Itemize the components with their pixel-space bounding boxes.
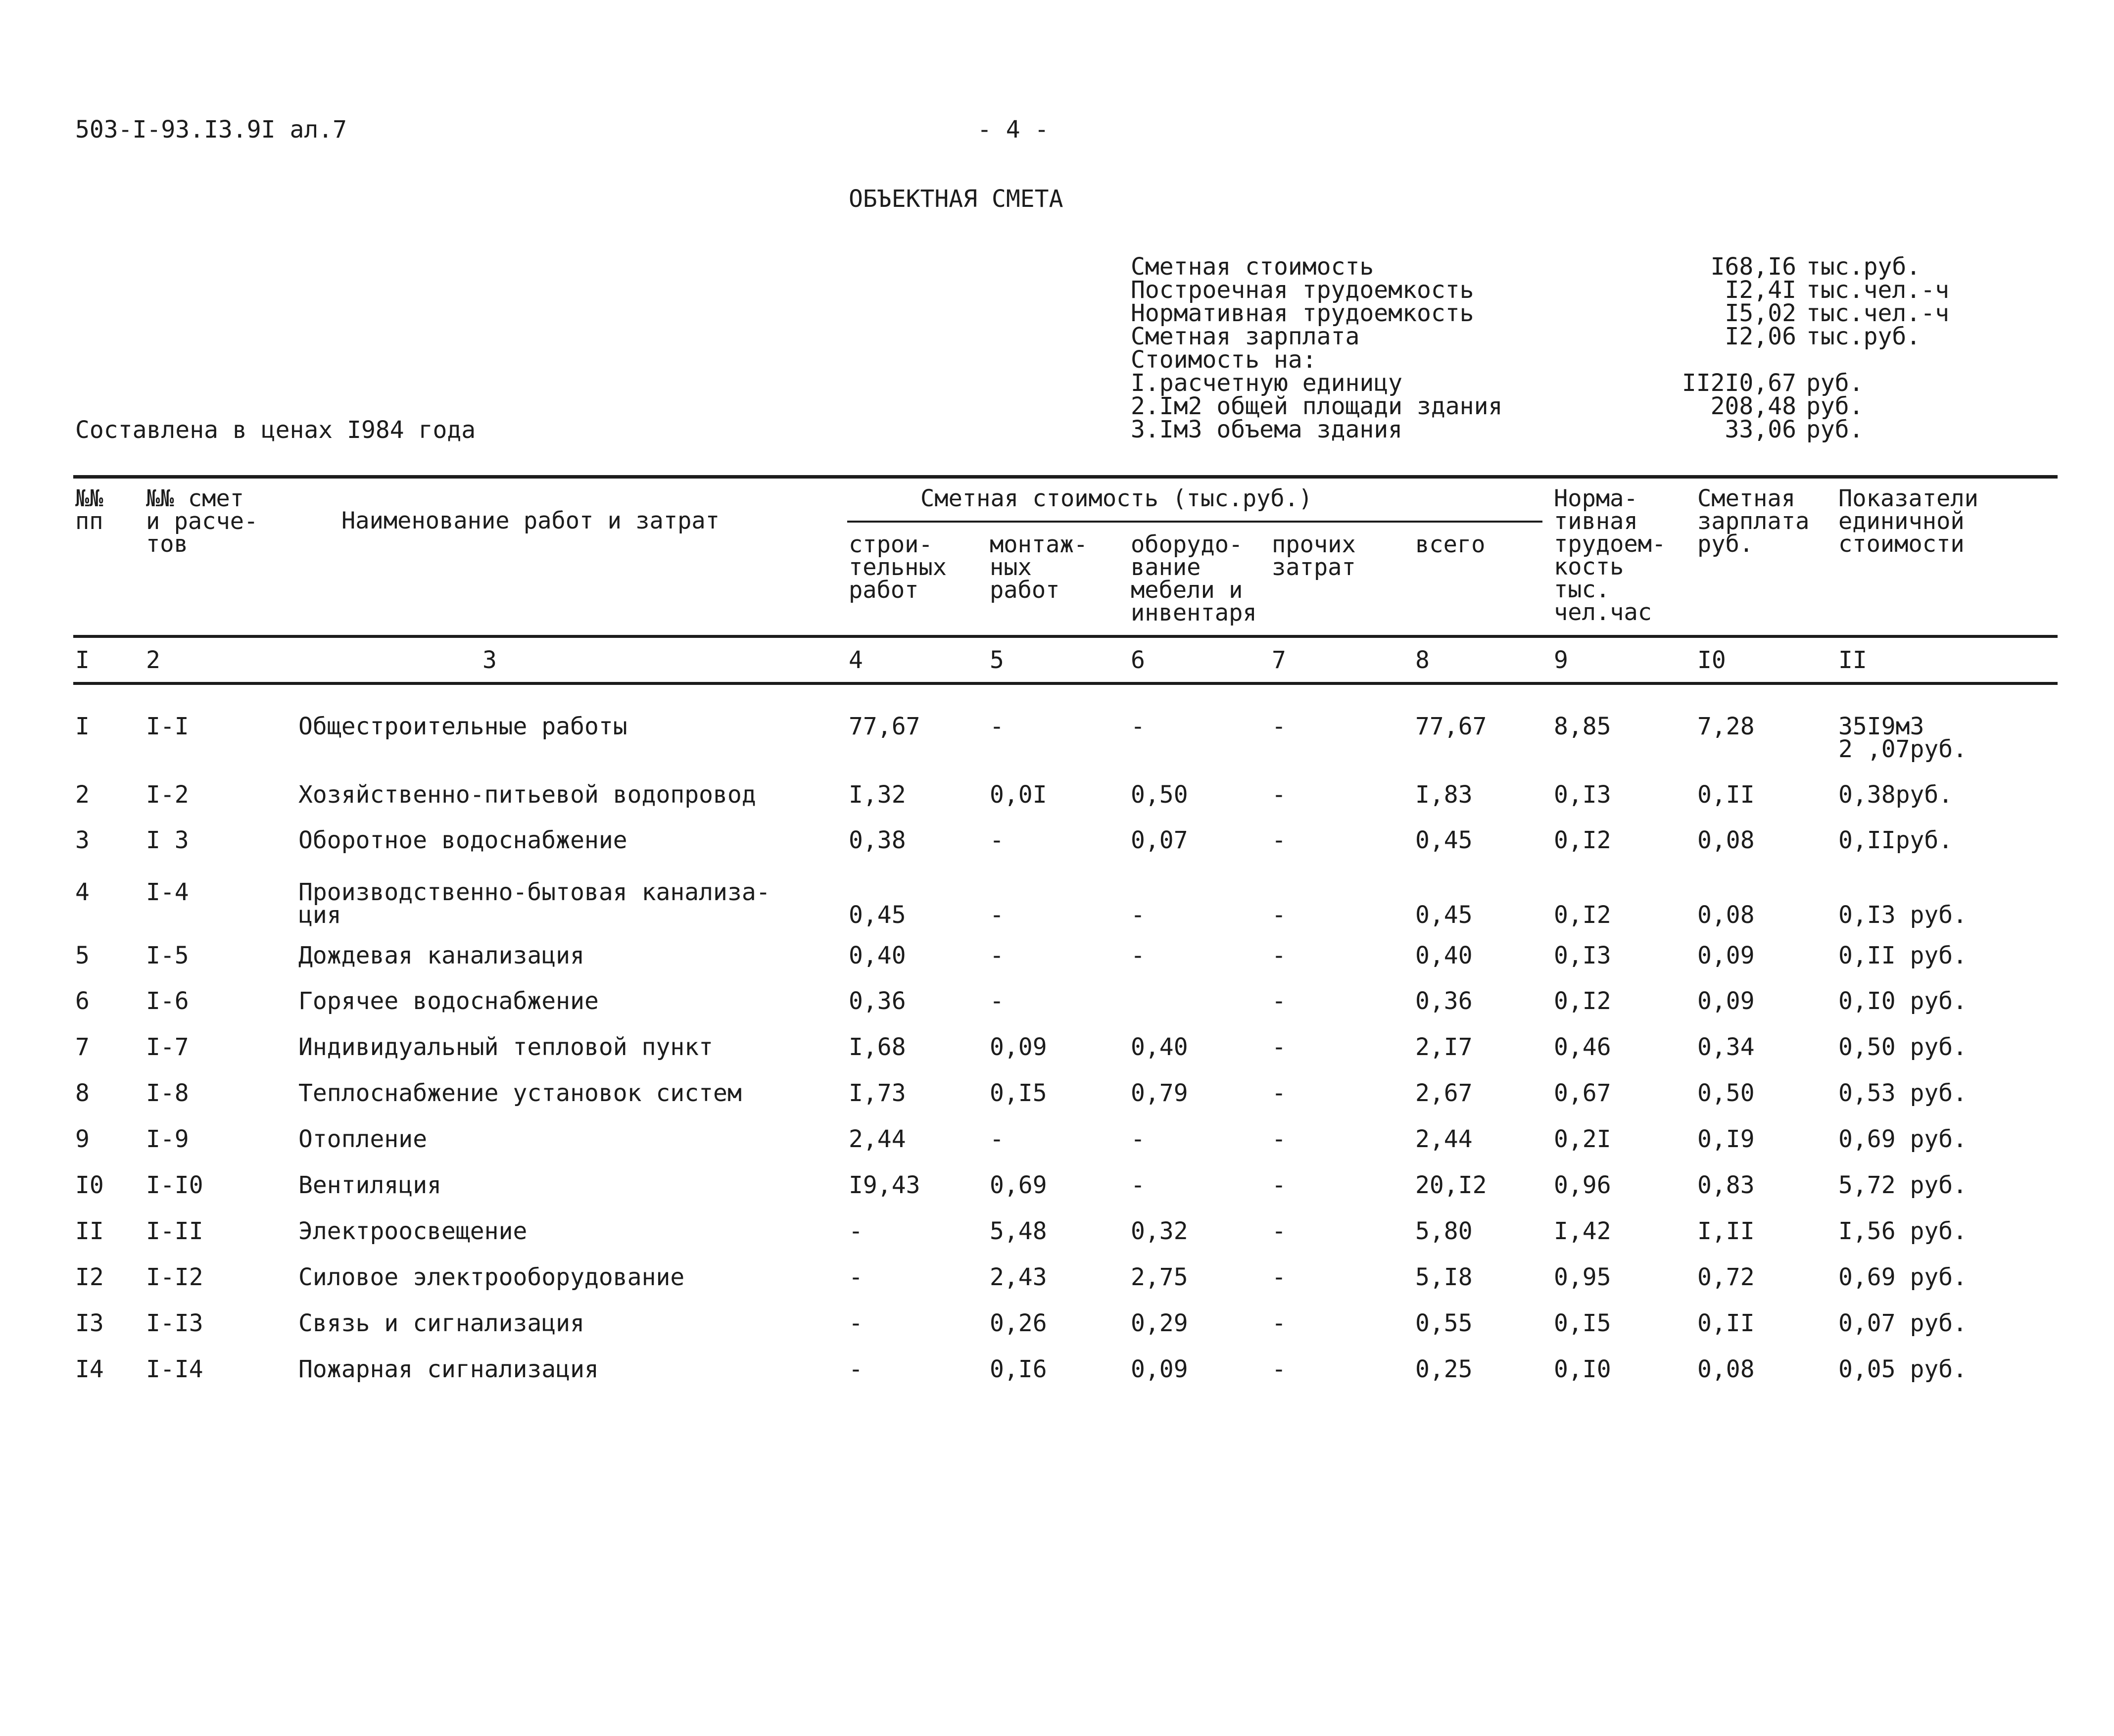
summary-label: 2.Iм2 общей площади здания: [1131, 392, 1503, 420]
estimate-ref: I-II: [146, 1217, 203, 1245]
cost-other: -: [1272, 826, 1286, 854]
column-number: II: [1838, 646, 1867, 674]
summary-label: Сметная стоимость: [1131, 253, 1374, 281]
document-code: 503-I-93.I3.9I ал.7: [75, 116, 347, 144]
cost-construction: 77,67: [849, 713, 920, 740]
labor-norm: I,42: [1554, 1217, 1611, 1245]
labor-norm: 0,95: [1554, 1263, 1611, 1291]
wages: 0,II: [1697, 781, 1755, 809]
work-name: Общестроительные работы: [298, 713, 627, 740]
cost-equipment: 0,79: [1131, 1079, 1188, 1107]
row-number: I4: [75, 1355, 104, 1383]
summary-label: Построечная трудоемкость: [1131, 276, 1474, 304]
summary-value: I2,4I: [1725, 276, 1796, 304]
prices-note: Составлена в ценах I984 года: [75, 416, 476, 444]
cost-other: -: [1272, 1263, 1286, 1291]
cost-construction: I,32: [849, 781, 906, 809]
cost-equipment: 0,50: [1131, 781, 1188, 809]
summary-value: I2,06: [1725, 323, 1796, 350]
column-number: 9: [1554, 646, 1568, 674]
header-col5: монтаж- ных работ: [990, 531, 1088, 604]
estimate-ref: I-2: [146, 781, 189, 809]
estimate-ref: I 3: [146, 826, 189, 854]
row-number: 8: [75, 1079, 90, 1107]
summary-value: 33,06: [1725, 416, 1796, 443]
column-number: 8: [1415, 646, 1430, 674]
cost-total: 5,80: [1415, 1217, 1473, 1245]
wages: 0,34: [1697, 1033, 1755, 1061]
estimate-ref: I-7: [146, 1033, 189, 1061]
labor-norm: 0,I3: [1554, 781, 1611, 809]
column-number: 3: [482, 646, 497, 674]
column-number: 6: [1131, 646, 1145, 674]
work-name: Индивидуальный тепловой пункт: [298, 1033, 714, 1061]
cost-other: -: [1272, 987, 1286, 1015]
cost-installation: -: [990, 901, 1004, 929]
summary-unit: руб.: [1806, 392, 1864, 420]
cost-total: 5,I8: [1415, 1263, 1473, 1291]
wages: 0,09: [1697, 987, 1755, 1015]
labor-norm: 0,I2: [1554, 826, 1611, 854]
cost-construction: I,68: [849, 1033, 906, 1061]
cost-construction: -: [849, 1217, 863, 1245]
unit-cost-indicator: 35I9м3 2 ,07руб.: [1838, 713, 1968, 763]
row-number: 5: [75, 942, 90, 969]
cost-equipment: -: [1131, 1171, 1145, 1199]
labor-norm: 0,96: [1554, 1171, 1611, 1199]
row-number: I: [75, 713, 90, 740]
cost-installation: -: [990, 713, 1004, 740]
cost-total: 77,67: [1415, 713, 1487, 740]
cost-total: 2,44: [1415, 1125, 1473, 1153]
unit-cost-indicator: 0,69 руб.: [1838, 1125, 1968, 1153]
header-bottom-rule: [73, 635, 2058, 638]
cost-installation: 0,69: [990, 1171, 1047, 1199]
unit-cost-indicator: 0,II руб.: [1838, 942, 1968, 969]
wages: I,II: [1697, 1217, 1755, 1245]
work-name: Теплоснабжение установок систем: [298, 1079, 742, 1107]
cost-equipment: 2,75: [1131, 1263, 1188, 1291]
row-number: I3: [75, 1309, 104, 1337]
cost-total: 20,I2: [1415, 1171, 1487, 1199]
estimate-ref: I-I2: [146, 1263, 203, 1291]
page-number: - 4 -: [977, 116, 1049, 144]
cost-total: 0,40: [1415, 942, 1473, 969]
cost-total: 0,45: [1415, 901, 1473, 929]
row-number: 2: [75, 781, 90, 809]
summary-unit: руб.: [1806, 416, 1864, 443]
cost-equipment: 0,40: [1131, 1033, 1188, 1061]
cost-other: -: [1272, 1125, 1286, 1153]
cost-other: -: [1272, 1309, 1286, 1337]
cost-construction: -: [849, 1355, 863, 1383]
cost-installation: 0,26: [990, 1309, 1047, 1337]
cost-equipment: 0,07: [1131, 826, 1188, 854]
unit-cost-indicator: 0,I0 руб.: [1838, 987, 1968, 1015]
estimate-ref: I-9: [146, 1125, 189, 1153]
cost-construction: 0,36: [849, 987, 906, 1015]
cost-total: 2,67: [1415, 1079, 1473, 1107]
cost-total: 0,55: [1415, 1309, 1473, 1337]
summary-value: I5,02: [1725, 299, 1796, 327]
cost-installation: 0,I5: [990, 1079, 1047, 1107]
column-number: I: [75, 646, 90, 674]
cost-construction: -: [849, 1309, 863, 1337]
summary-label: Стоимость на:: [1131, 346, 1317, 374]
cost-other: -: [1272, 1355, 1286, 1383]
work-name: Вентиляция: [298, 1171, 441, 1199]
header-col11: Показатели единичной стоимости: [1838, 485, 1978, 558]
summary-value: I68,I6: [1710, 253, 1796, 281]
cost-construction: 0,38: [849, 826, 906, 854]
row-number: 4: [75, 878, 90, 906]
cost-total: 2,I7: [1415, 1033, 1473, 1061]
work-name: Дождевая канализация: [298, 942, 584, 969]
column-number: I0: [1697, 646, 1726, 674]
cost-other: -: [1272, 1171, 1286, 1199]
header-col3: Наименование работ и затрат: [341, 507, 720, 534]
summary-unit: руб.: [1806, 369, 1864, 397]
work-name: Силовое электрооборудование: [298, 1263, 685, 1291]
cost-installation: -: [990, 942, 1004, 969]
work-name: Хозяйственно-питьевой водопровод: [298, 781, 756, 809]
summary-label: 3.Iм3 объема здания: [1131, 416, 1403, 443]
labor-norm: 0,I2: [1554, 987, 1611, 1015]
estimate-ref: I-I4: [146, 1355, 203, 1383]
unit-cost-indicator: 0,69 руб.: [1838, 1263, 1968, 1291]
estimate-ref: I-I3: [146, 1309, 203, 1337]
cost-total: I,83: [1415, 781, 1473, 809]
column-number: 5: [990, 646, 1004, 674]
cost-construction: 2,44: [849, 1125, 906, 1153]
estimate-ref: I-6: [146, 987, 189, 1015]
work-name: Электроосвещение: [298, 1217, 528, 1245]
cost-equipment: -: [1131, 942, 1145, 969]
unit-cost-indicator: 0,38руб.: [1838, 781, 1953, 809]
summary-unit: тыс.чел.-ч: [1806, 299, 1949, 327]
column-number: 7: [1272, 646, 1286, 674]
cost-total: 0,45: [1415, 826, 1473, 854]
cost-installation: -: [990, 826, 1004, 854]
estimate-ref: I-4: [146, 878, 189, 906]
work-name: Производственно-бытовая канализа- ция: [298, 878, 770, 929]
cost-construction: I9,43: [849, 1171, 920, 1199]
cost-other: -: [1272, 901, 1286, 929]
column-number: 2: [146, 646, 160, 674]
top-rule: [73, 475, 2058, 479]
column-number: 4: [849, 646, 863, 674]
cost-other: -: [1272, 942, 1286, 969]
unit-cost-indicator: 5,72 руб.: [1838, 1171, 1968, 1199]
unit-cost-indicator: I,56 руб.: [1838, 1217, 1968, 1245]
cost-equipment: 0,29: [1131, 1309, 1188, 1337]
summary-label: Нормативная трудоемкость: [1131, 299, 1474, 327]
wages: 0,09: [1697, 942, 1755, 969]
labor-norm: 0,2I: [1554, 1125, 1611, 1153]
work-name: Пожарная сигнализация: [298, 1355, 599, 1383]
labor-norm: 0,I2: [1554, 901, 1611, 929]
cost-equipment: 0,09: [1131, 1355, 1188, 1383]
work-name: Оборотное водоснабжение: [298, 826, 627, 854]
header-col1: №№ пп: [75, 485, 103, 535]
row-number: I0: [75, 1171, 104, 1199]
cost-equipment: -: [1131, 1125, 1145, 1153]
cost-installation: -: [990, 987, 1004, 1015]
cost-equipment: 0,32: [1131, 1217, 1188, 1245]
cost-other: -: [1272, 713, 1286, 740]
cost-construction: -: [849, 1263, 863, 1291]
header-cost-group: Сметная стоимость (тыс.руб.): [920, 485, 1313, 512]
unit-cost-indicator: 0,IIруб.: [1838, 826, 1953, 854]
row-number: 6: [75, 987, 90, 1015]
labor-norm: 0,I3: [1554, 942, 1611, 969]
labor-norm: 0,46: [1554, 1033, 1611, 1061]
header-col6: оборудо- вание мебели и инвентаря: [1131, 531, 1257, 627]
work-name: Связь и сигнализация: [298, 1309, 584, 1337]
row-number: 7: [75, 1033, 90, 1061]
work-name: Горячее водоснабжение: [298, 987, 599, 1015]
cost-equipment: -: [1131, 713, 1145, 740]
summary-unit: тыс.руб.: [1806, 253, 1921, 281]
summary-unit: тыс.чел.-ч: [1806, 276, 1949, 304]
unit-cost-indicator: 0,50 руб.: [1838, 1033, 1968, 1061]
header-col10: Сметная зарплата руб.: [1697, 485, 1810, 558]
cost-total: 0,36: [1415, 987, 1473, 1015]
summary-value: 208,48: [1710, 392, 1796, 420]
row-number: II: [75, 1217, 104, 1245]
row-number: 3: [75, 826, 90, 854]
unit-cost-indicator: 0,53 руб.: [1838, 1079, 1968, 1107]
summary-value: II2I0,67: [1682, 369, 1796, 397]
row-number: I2: [75, 1263, 104, 1291]
cost-installation: -: [990, 1125, 1004, 1153]
summary-label: I.расчетную единицу: [1131, 369, 1403, 397]
labor-norm: 0,I0: [1554, 1355, 1611, 1383]
labor-norm: 0,I5: [1554, 1309, 1611, 1337]
work-name: Отопление: [298, 1125, 428, 1153]
unit-cost-indicator: 0,05 руб.: [1838, 1355, 1968, 1383]
group-rule: [847, 521, 1542, 523]
cost-other: -: [1272, 1217, 1286, 1245]
wages: 0,I9: [1697, 1125, 1755, 1153]
summary-label: Сметная зарплата: [1131, 323, 1360, 350]
labor-norm: 8,85: [1554, 713, 1611, 740]
cost-installation: 5,48: [990, 1217, 1047, 1245]
header-col4: строи- тельных работ: [849, 531, 947, 604]
wages: 0,50: [1697, 1079, 1755, 1107]
cost-installation: 0,0I: [990, 781, 1047, 809]
header-col8: всего: [1415, 531, 1486, 558]
labor-norm: 0,67: [1554, 1079, 1611, 1107]
row-number: 9: [75, 1125, 90, 1153]
wages: 7,28: [1697, 713, 1755, 740]
cost-other: -: [1272, 781, 1286, 809]
wages: 0,08: [1697, 1355, 1755, 1383]
cost-installation: 0,09: [990, 1033, 1047, 1061]
header-col2: №№ смет и расче- тов: [146, 485, 258, 558]
wages: 0,08: [1697, 826, 1755, 854]
cost-equipment: -: [1131, 901, 1145, 929]
wages: 0,II: [1697, 1309, 1755, 1337]
unit-cost-indicator: 0,I3 руб.: [1838, 901, 1968, 929]
wages: 0,08: [1697, 901, 1755, 929]
estimate-ref: I-8: [146, 1079, 189, 1107]
document-title: ОБЪЕКТНАЯ СМЕТА: [849, 185, 1063, 213]
summary-unit: тыс.руб.: [1806, 323, 1921, 350]
header-col7: прочих затрат: [1272, 531, 1356, 581]
cost-construction: I,73: [849, 1079, 906, 1107]
cost-installation: 0,I6: [990, 1355, 1047, 1383]
column-numbers-rule: [73, 682, 2058, 685]
unit-cost-indicator: 0,07 руб.: [1838, 1309, 1968, 1337]
wages: 0,83: [1697, 1171, 1755, 1199]
cost-installation: 2,43: [990, 1263, 1047, 1291]
estimate-ref: I-I: [146, 713, 189, 740]
wages: 0,72: [1697, 1263, 1755, 1291]
cost-other: -: [1272, 1079, 1286, 1107]
cost-construction: 0,45: [849, 901, 906, 929]
cost-construction: 0,40: [849, 942, 906, 969]
header-col9: Норма- тивная трудоем- кость тыс. чел.час: [1554, 485, 1666, 626]
estimate-ref: I-I0: [146, 1171, 203, 1199]
estimate-ref: I-5: [146, 942, 189, 969]
cost-total: 0,25: [1415, 1355, 1473, 1383]
cost-other: -: [1272, 1033, 1286, 1061]
